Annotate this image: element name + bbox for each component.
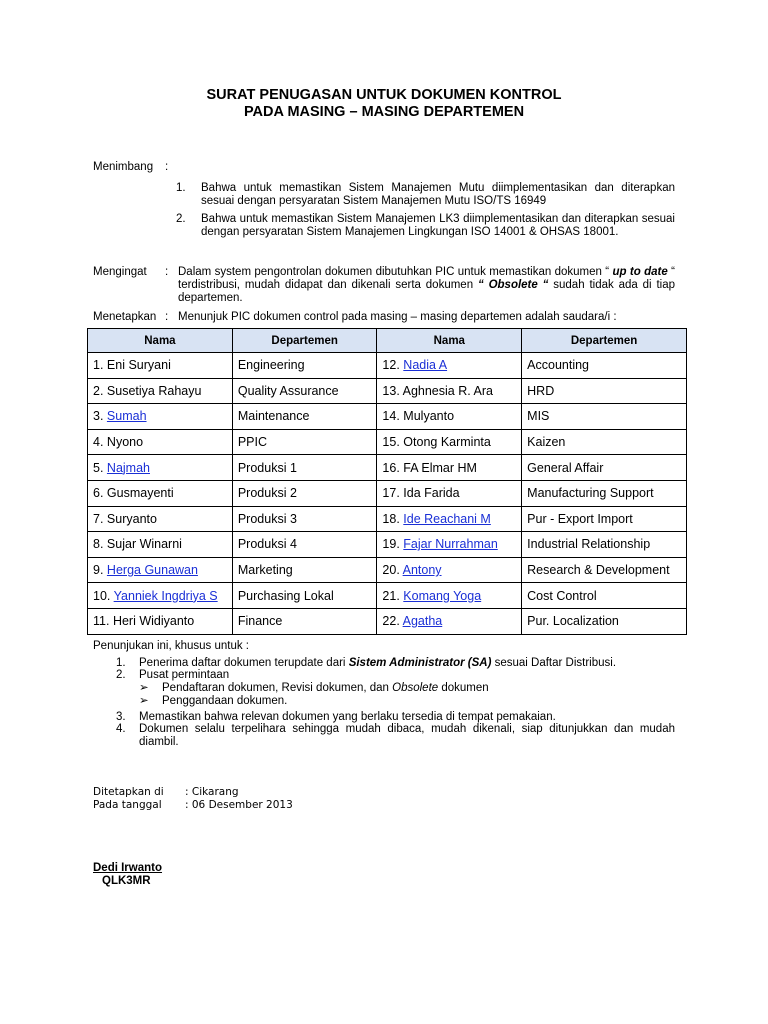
name-cell	[88, 455, 233, 481]
row-number: 6.	[93, 486, 104, 501]
name-cell	[377, 480, 522, 506]
menimbang-item-2-text: Bahwa untuk memastikan Sistem Manajemen LK3 diimplementasikan dan diterapkan sesuai dengan persyaratan Sistem Manajemen Lingkungan ISO 14001 & OHSAS 18001.	[201, 213, 675, 238]
row-number: 12.	[382, 358, 400, 373]
ditetapkan-place-label: Ditetapkan di	[93, 786, 164, 798]
row-number: 8.	[93, 537, 104, 552]
menimbang-item-1-text: Bahwa untuk memastikan Sistem Manajemen Mutu diimplementasikan dan diterapkan sesuai dengan persyaratan Sistem Manajemen Mutu ISO/TS 16949	[201, 182, 675, 207]
department-cell: Accounting	[522, 353, 687, 379]
table-row	[88, 429, 687, 455]
penunjukan-item-2: Pusat permintaan	[139, 669, 230, 681]
person-name: Suryanto	[106, 511, 157, 526]
department-cell: Manufacturing Support	[522, 480, 687, 506]
penunjukan-sub-1	[162, 682, 489, 695]
name-cell	[88, 608, 233, 634]
penunjukan-item-3: Memastikan bahwa relevan dokumen yang berlaku tersedia di tempat pemakaian.	[139, 711, 556, 723]
name-cell	[377, 506, 522, 532]
name-cell	[377, 455, 522, 481]
name-cell	[377, 532, 522, 558]
row-number: 16.	[382, 460, 400, 475]
department-cell: Finance	[232, 608, 377, 634]
table-header-row	[88, 329, 687, 353]
person-name: Mulyanto	[403, 409, 455, 424]
pic-table	[87, 328, 687, 635]
menetapkan-label: Menetapkan	[93, 311, 157, 323]
row-number: 21.	[382, 588, 400, 603]
penunjukan-item-4-line-1: Dokumen selalu terpelihara sehingga mudah dibaca, mudah dikenali, siap ditunjukkan dan mudah	[139, 723, 675, 735]
department-cell: Produksi 2	[232, 480, 377, 506]
person-name: Otong Karminta	[403, 435, 491, 450]
name-cell	[377, 608, 522, 634]
department-cell: Kaizen	[522, 429, 687, 455]
person-link[interactable]: Ide Reachani M	[403, 511, 491, 526]
row-number: 5.	[93, 460, 104, 475]
name-cell	[88, 429, 233, 455]
department-cell: PPIC	[232, 429, 377, 455]
department-cell: Produksi 3	[232, 506, 377, 532]
name-cell	[377, 557, 522, 583]
department-cell: MIS	[522, 404, 687, 430]
department-cell: Industrial Relationship	[522, 532, 687, 558]
name-cell	[88, 506, 233, 532]
arrow-bullet-icon: ➢	[139, 682, 149, 694]
menimbang-item-2-number: 2.	[176, 213, 186, 225]
row-number: 20.	[382, 563, 400, 578]
document-title: SURAT PENUGASAN UNTUK DOKUMEN KONTROL	[206, 87, 562, 103]
penunjukan-sub-1-post: dokumen	[438, 682, 489, 694]
name-cell	[88, 353, 233, 379]
mengingat-text-c: sudah tidak ada di tiap departemen.	[178, 279, 676, 304]
header-nama-1: Nama	[88, 329, 233, 353]
mengingat-emph-obsolete: “ Obsolete “	[477, 279, 549, 291]
penunjukan-item-4-number: 4.	[116, 723, 126, 735]
name-cell	[88, 378, 233, 404]
name-cell	[88, 480, 233, 506]
mengingat-text-a: Dalam system pengontrolan dokumen dibutuhkan PIC untuk memastikan dokumen “	[178, 266, 613, 278]
person-name: Nyono	[106, 435, 144, 450]
person-name: Eni Suryani	[106, 358, 171, 373]
person-link[interactable]: Antony	[402, 563, 442, 578]
mengingat-colon: :	[165, 266, 169, 278]
table-row	[88, 532, 687, 558]
table-row	[88, 404, 687, 430]
mengingat-text	[178, 266, 675, 305]
arrow-bullet-icon: ➢	[139, 695, 149, 707]
row-number: 9.	[93, 563, 104, 578]
department-cell: Research & Development	[522, 557, 687, 583]
menetapkan-colon: :	[165, 311, 169, 323]
department-cell: Quality Assurance	[232, 378, 377, 404]
department-cell: Cost Control	[522, 583, 687, 609]
person-link[interactable]: Sumah	[106, 409, 147, 424]
department-cell: Produksi 4	[232, 532, 377, 558]
ditetapkan-date-label: Pada tanggal	[93, 799, 162, 811]
name-cell	[377, 583, 522, 609]
penunjukan-item-3-number: 3.	[116, 711, 126, 723]
penunjukan-sub-1-emph: Obsolete	[392, 682, 439, 694]
table-row	[88, 480, 687, 506]
department-cell: Engineering	[232, 353, 377, 379]
name-cell	[377, 378, 522, 404]
signatory-name: Dedi Irwanto	[93, 862, 163, 874]
penunjukan-item-4-line-2: diambil.	[139, 736, 179, 748]
person-link[interactable]: Nadia A	[403, 358, 448, 373]
row-number: 11.	[93, 614, 110, 629]
department-cell: Maintenance	[232, 404, 377, 430]
person-name: Susetiya Rahayu	[106, 383, 202, 398]
penunjukan-sub-1-pre: Pendaftaran dokumen, Revisi dokumen, dan	[162, 682, 393, 694]
table-row	[88, 557, 687, 583]
name-cell	[377, 429, 522, 455]
department-cell: Marketing	[232, 557, 377, 583]
header-nama-2: Nama	[377, 329, 522, 353]
table-row	[88, 378, 687, 404]
table-row	[88, 455, 687, 481]
row-number: 19.	[382, 537, 400, 552]
name-cell	[377, 353, 522, 379]
department-cell: Produksi 1	[232, 455, 377, 481]
person-link[interactable]: Herga Gunawan	[106, 563, 198, 578]
person-name: Ida Farida	[403, 486, 460, 501]
row-number: 18.	[382, 511, 400, 526]
table-row	[88, 506, 687, 532]
row-number: 2.	[93, 383, 104, 398]
table-row	[88, 353, 687, 379]
person-link[interactable]: Komang Yoga	[403, 588, 482, 603]
row-number: 4.	[93, 435, 104, 450]
person-link[interactable]: Yanniek Ingdriya S	[113, 588, 218, 603]
department-cell: General Affair	[522, 455, 687, 481]
menimbang-colon: :	[165, 161, 169, 173]
mengingat-emph-up-to-date: up to date	[612, 266, 668, 278]
mengingat-text-b: “ terdistribusi, mudah didapat dan dikenali serta dokumen	[178, 266, 675, 291]
department-cell: Purchasing Lokal	[232, 583, 377, 609]
name-cell	[377, 404, 522, 430]
name-cell	[88, 557, 233, 583]
document-subtitle: PADA MASING – MASING DEPARTEMEN	[243, 104, 525, 120]
header-departemen-1: Departemen	[232, 329, 377, 353]
signatory-position: QLK3MR	[102, 875, 151, 887]
ditetapkan-date-value: : 06 Desember 2013	[185, 799, 293, 811]
person-link[interactable]: Fajar Nurrahman	[403, 537, 498, 552]
row-number: 13.	[382, 383, 400, 398]
person-name: FA Elmar HM	[403, 460, 477, 475]
name-cell	[88, 404, 233, 430]
menimbang-item-1-number: 1.	[176, 182, 186, 194]
menetapkan-text: Menunjuk PIC dokumen control pada masing – masing departemen adalah saudara/i :	[178, 311, 617, 323]
row-number: 10.	[93, 588, 111, 603]
penunjukan-item-1-emph: Sistem Administrator (SA)	[348, 657, 492, 669]
row-number: 15.	[382, 435, 400, 450]
person-name: Gusmayenti	[106, 486, 174, 501]
ditetapkan-place-value: : Cikarang	[185, 786, 239, 798]
penunjukan-item-1-pre: Penerima daftar dokumen terupdate dari	[139, 657, 349, 669]
menimbang-label: Menimbang	[93, 161, 154, 173]
department-cell: Pur - Export Import	[522, 506, 687, 532]
row-number: 22.	[382, 614, 400, 629]
mengingat-label: Mengingat	[93, 266, 147, 278]
row-number: 14.	[382, 409, 400, 424]
row-number: 7.	[93, 511, 104, 526]
person-link[interactable]: Najmah	[106, 460, 150, 475]
penunjukan-item-1-number: 1.	[116, 657, 126, 669]
department-cell: HRD	[522, 378, 687, 404]
header-departemen-2: Departemen	[522, 329, 687, 353]
penunjukan-item-2-number: 2.	[116, 669, 126, 681]
person-name: Sujar Winarni	[106, 537, 182, 552]
person-name: Heri Widiyanto	[112, 614, 195, 629]
person-name: Aghnesia R. Ara	[402, 383, 493, 398]
penunjukan-intro: Penunjukan ini, khusus untuk :	[93, 640, 249, 652]
table-row	[88, 608, 687, 634]
row-number: 17.	[382, 486, 400, 501]
table-row	[88, 583, 687, 609]
department-cell: Pur. Localization	[522, 608, 687, 634]
row-number: 1.	[93, 358, 104, 373]
name-cell	[88, 532, 233, 558]
penunjukan-sub-2: Penggandaan dokumen.	[162, 695, 288, 707]
name-cell	[88, 583, 233, 609]
person-link[interactable]: Agatha	[402, 614, 443, 629]
penunjukan-item-1-post: sesuai Daftar Distribusi.	[491, 657, 617, 669]
row-number: 3.	[93, 409, 104, 424]
